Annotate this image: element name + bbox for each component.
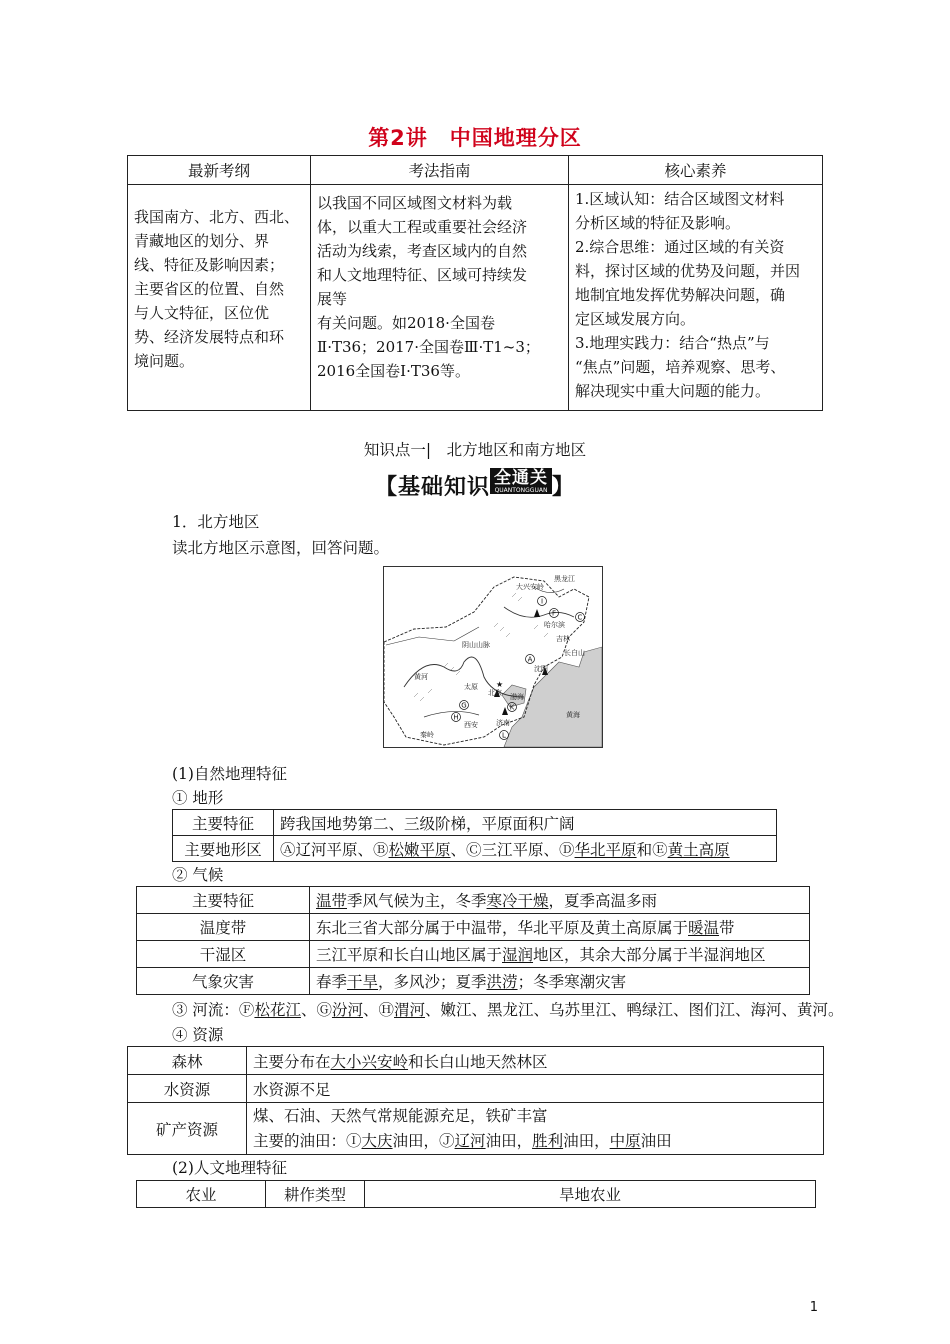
svg-text:A: A — [527, 655, 533, 664]
climate-feature-label: 主要特征 — [137, 887, 310, 914]
banner-main-text: 基础知识 — [397, 475, 490, 500]
map-label-shenyang: 沈阳 — [534, 665, 548, 673]
terrain-heading: ① 地形 — [172, 789, 224, 807]
map-label-huanghai: 黄海 — [566, 711, 580, 719]
intro-table — [127, 155, 823, 411]
literacy-cell: 1.区域认知：结合区域图文材料 分析区域的特征及影响。 2.综合思维：通过区域的有关资 料，探讨区域的优势及问题，并因 地制宜地发挥优势解决问题，确 定区域发展方向。 3.地理实践力：结合“热点”与 “焦点”问题，培养观察、思考、 解决现实中重大问题的能力。 — [569, 185, 823, 411]
oilfield-marker-shengli — [502, 707, 508, 715]
temperature-zone-value: 东北三省大部分属于中温带，华北平原及黄土高原属于暖温带 — [310, 914, 810, 941]
resources-heading: ④ 资源 — [172, 1026, 224, 1044]
mineral-label: 矿产资源 — [128, 1103, 247, 1155]
forest-label: 森林 — [128, 1047, 247, 1075]
climate-table — [136, 886, 810, 995]
water-value: 水资源不足 — [247, 1075, 824, 1103]
terrain-table — [172, 809, 777, 862]
mineral-value: 煤、石油、天然气常规能源充足，铁矿丰富 主要的油田：Ⓘ大庆油田，Ⓙ辽河油田，胜利油田，中原油田 — [247, 1103, 824, 1155]
weather-hazard-label: 气象灾害 — [137, 968, 310, 995]
guide-cell: 以我国不同区域图文材料为载 体，以重大工程或重要社会经济 活动为线索，考查区域内的自然 和人文地理特征、区域可持续发 展等 有关问题。如2018·全国卷 Ⅱ·T36；2017·全国卷Ⅲ·T1~3； 2016全国卷Ⅰ·T36等。 — [311, 185, 569, 411]
map-label-changbaishan: 长白山 — [564, 649, 585, 657]
north-region-map — [383, 566, 603, 748]
map-label-harbin: 哈尔滨 — [544, 621, 565, 629]
climate-feature-value: 温带季风气候为主，冬季寒冷干燥，夏季高温多雨 — [310, 887, 810, 914]
header-guide: 考法指南 — [311, 156, 569, 185]
map-label-jinan: 济南 — [496, 719, 510, 727]
temperature-zone-label: 温度带 — [137, 914, 310, 941]
terrain-feature-label: 主要特征 — [173, 810, 274, 836]
svg-text:C: C — [577, 613, 583, 622]
terrain-feature-value: 跨我国地势第二、三级阶梯，平原面积广阔 — [274, 810, 777, 836]
map-label-xian: 西安 — [464, 721, 478, 729]
climate-heading: ② 气候 — [172, 866, 224, 884]
oilfield-marker-daqing — [534, 609, 540, 617]
page-title: 第2讲 中国地理分区 — [368, 126, 582, 150]
map-label-daxinganling: 大兴安岭 — [516, 583, 544, 591]
map-label-yinshan: 阴山山脉 — [462, 641, 490, 649]
section-heading: 1．北方地区 — [172, 513, 260, 531]
oilfields-line: 主要的油田：Ⓘ大庆油田，Ⓙ辽河油田，胜利油田，中原油田 — [253, 1131, 672, 1150]
header-syllabus: 最新考纲 — [128, 156, 311, 185]
human-table — [136, 1180, 816, 1208]
farming-type-value: 旱地农业 — [365, 1181, 816, 1208]
terrain-area-label: 主要地形区 — [173, 836, 274, 862]
map-label-beijing: 北京 — [488, 689, 502, 697]
svg-text:F: F — [551, 609, 557, 618]
forest-value: 主要分布在大小兴安岭和长白山地天然林区 — [247, 1047, 824, 1075]
human-features-heading: (2)人文地理特征 — [172, 1159, 287, 1177]
resources-table — [127, 1046, 824, 1155]
map-label-bohai: 渤海 — [510, 693, 524, 701]
capital-star-icon: ★ — [496, 680, 504, 689]
moisture-zone-value: 三江平原和长白山地区属于湿润地区，其余大部分属于半湿润地区 — [310, 941, 810, 968]
knowledge-point-heading: 知识点一| 北方地区和南方地区 — [363, 441, 587, 459]
svg-text:I: I — [540, 597, 544, 606]
map-label-taiyuan: 太原 — [464, 683, 478, 691]
page-number: 1 — [809, 1300, 818, 1315]
agriculture-label: 农业 — [137, 1181, 266, 1208]
moisture-zone-label: 干湿区 — [137, 941, 310, 968]
svg-text:L: L — [502, 731, 506, 740]
terrain-area-value: Ⓐ辽河平原、Ⓑ松嫩平原、Ⓒ三江平原、Ⓓ华北平原和Ⓔ黄土高原 — [274, 836, 777, 862]
section-banner: 【基础知识 全通关 QUANTONGGUAN 】 — [374, 468, 576, 500]
map-label-jilin: 吉林 — [556, 635, 570, 643]
map-label-yellow-river: 黄河 — [414, 673, 428, 681]
water-label: 水资源 — [128, 1075, 247, 1103]
svg-text:H: H — [453, 713, 459, 722]
rivers-line: ③ 河流：Ⓕ松花江、Ⓖ汾河、Ⓗ渭河、嫩江、黑龙江、乌苏里江、鸭绿江、图们江、海河、黄河。 — [172, 1001, 844, 1019]
svg-text:K: K — [509, 703, 515, 712]
natural-features-heading: (1)自然地理特征 — [172, 765, 287, 783]
weather-hazard-value: 春季干旱，多风沙；夏季洪涝；冬季寒潮灾害 — [310, 968, 810, 995]
farming-type-label: 耕作类型 — [266, 1181, 365, 1208]
section-intro: 读北方地区示意图，回答问题。 — [172, 539, 390, 557]
banner-badge: 全通关 QUANTONGGUAN — [490, 468, 552, 494]
header-literacy: 核心素养 — [569, 156, 823, 185]
syllabus-cell: 我国南方、北方、西北、 青藏地区的划分、界 线、特征及影响因素； 主要省区的位置、自然 与人文特征，区位优 势、经济发展特点和环 境问题。 — [128, 185, 311, 411]
svg-text:G: G — [461, 701, 467, 710]
map-label-heilongjiang: 黑龙江 — [554, 575, 575, 583]
map-label-qinling: 秦岭 — [420, 731, 434, 739]
